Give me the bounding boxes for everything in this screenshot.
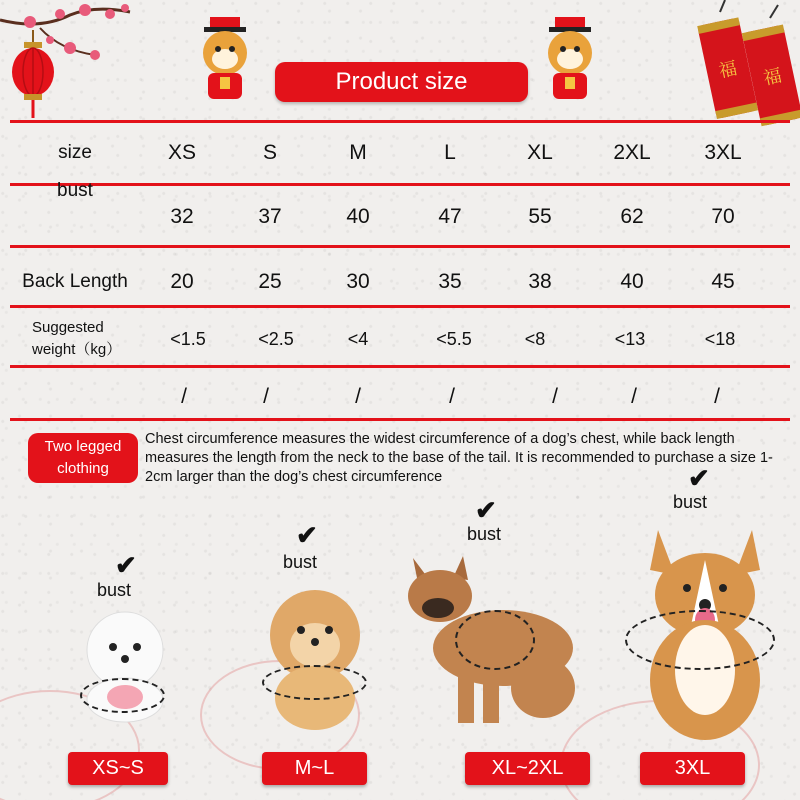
firecracker-char-1: 福 — [717, 57, 740, 83]
bust-label: bust — [283, 552, 318, 572]
table-divider — [10, 365, 790, 368]
size-badge-xl-2xl: XL~2XL — [465, 752, 590, 785]
table-cell: <1.5 — [170, 328, 206, 349]
table-row-size — [0, 128, 800, 178]
table-cell: XL — [527, 141, 553, 164]
bust-measure-ring — [455, 610, 535, 670]
row-label: size — [58, 142, 92, 163]
lantern-icon — [8, 30, 58, 120]
table-cell: 70 — [711, 205, 735, 228]
row-label: Back Length — [22, 271, 128, 292]
firecracker-char-2: 福 — [761, 65, 784, 90]
mascot-icon-right — [535, 15, 605, 105]
table-cell: 30 — [346, 270, 370, 293]
size-badge-xs-s: XS~S — [68, 752, 168, 785]
measurement-note: Chest circumference measures the widest circumference of a dog’s chest, while back length measures the length from the neck to the base of the tail. It is recommended to purchase a size 1-2cm larger than the dog’s chest circumference — [145, 431, 773, 485]
badge-line-2: clothing — [57, 460, 109, 477]
check-icon: ✔ — [296, 520, 318, 550]
check-icon: ✔ — [688, 463, 710, 493]
table-cell: / — [449, 385, 455, 408]
table-row-back-length — [0, 257, 800, 307]
table-cell: L — [444, 141, 456, 164]
bust-measure-ring — [625, 610, 775, 670]
firecracker-icon — [690, 0, 800, 130]
size-badge-3xl: 3XL — [640, 752, 745, 785]
pomeranian-tan-dog-image — [255, 580, 375, 730]
table-cell: <13 — [614, 328, 646, 349]
table-cell: / — [355, 385, 361, 408]
table-cell: 32 — [170, 205, 194, 228]
table-cell: 37 — [258, 205, 282, 228]
mascot-icon-left — [190, 15, 260, 105]
two-legged-clothing-badge — [28, 433, 138, 483]
table-cell: / — [631, 385, 637, 408]
table-cell: 55 — [528, 205, 552, 228]
check-icon: ✔ — [115, 550, 137, 580]
table-cell: / — [181, 385, 187, 408]
table-cell: 38 — [528, 270, 552, 293]
bust-label: bust — [97, 580, 132, 600]
table-cell: / — [714, 385, 720, 408]
table-cell: / — [552, 385, 558, 408]
bust-measure-ring — [262, 665, 367, 700]
table-cell: S — [262, 141, 277, 164]
row-label: bust — [57, 180, 93, 201]
table-cell: <4 — [347, 328, 369, 349]
row-label-line-1: Suggested — [32, 319, 104, 336]
table-cell: M — [349, 141, 367, 164]
table-cell: <2.5 — [258, 328, 294, 349]
page-title: Product size — [275, 62, 528, 102]
table-row-weight — [0, 314, 800, 364]
badge-line-1: Two legged — [44, 438, 122, 455]
table-cell: 40 — [620, 270, 644, 293]
bust-label: bust — [673, 492, 708, 512]
check-icon: ✔ — [475, 495, 497, 525]
bust-measure-ring — [80, 678, 165, 713]
table-divider — [10, 245, 790, 248]
bust-label: bust — [467, 524, 502, 544]
table-cell: <18 — [704, 328, 736, 349]
table-cell: / — [263, 385, 269, 408]
table-cell: 20 — [170, 270, 194, 293]
table-cell: 45 — [711, 270, 735, 293]
table-cell: 40 — [346, 205, 370, 228]
table-cell: <5.5 — [436, 328, 472, 349]
table-cell: 62 — [620, 205, 644, 228]
table-cell: 25 — [258, 270, 282, 293]
table-cell: <8 — [524, 328, 546, 349]
table-row-empty — [0, 372, 800, 422]
table-cell: XS — [167, 141, 196, 164]
table-cell: 35 — [438, 270, 462, 293]
table-row-bust — [0, 180, 800, 242]
table-cell: 2XL — [613, 141, 651, 164]
table-cell: 47 — [438, 205, 462, 228]
size-badge-m-l: M~L — [262, 752, 367, 785]
row-label-line-2: weight（kg） — [32, 341, 122, 358]
table-divider — [10, 120, 790, 123]
table-cell: 3XL — [704, 141, 742, 164]
